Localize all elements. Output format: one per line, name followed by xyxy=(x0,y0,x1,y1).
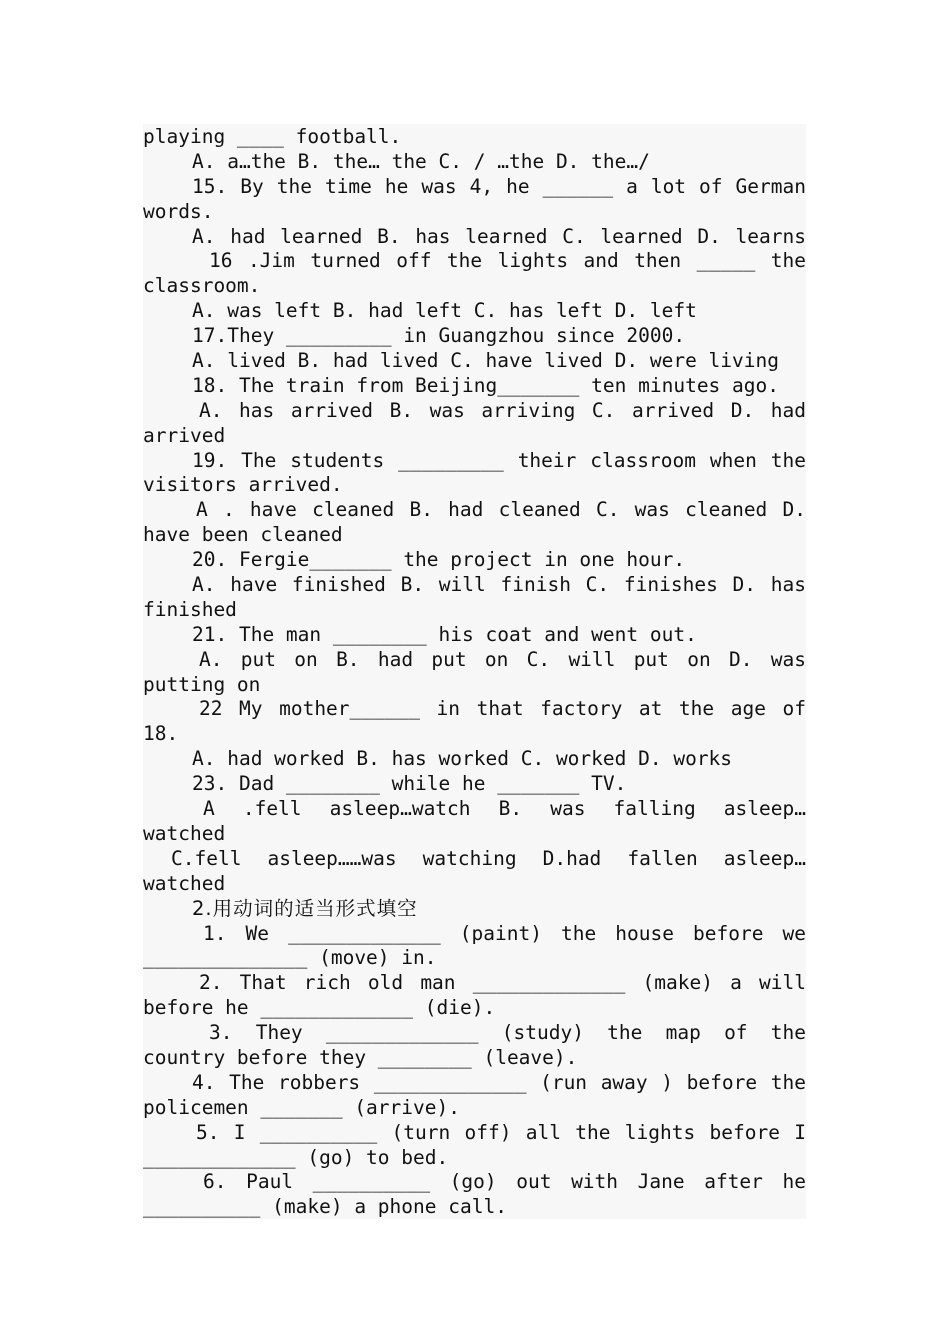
text-line: 23. Dad ________ while he _______ TV. xyxy=(192,772,627,796)
text-line: playing ____ football. xyxy=(143,125,402,148)
text-line: before he _____________ (die). xyxy=(143,996,496,1020)
text-line: A . have cleaned B. had cleaned C. was cleaned D. xyxy=(196,498,806,522)
text-line: A. has arrived B. was arriving C. arrived D. had xyxy=(199,398,806,422)
text-line: 15. By the time he was 4, he ______ a lot of German xyxy=(192,174,806,198)
text-line: classroom. xyxy=(143,274,261,298)
text-line: A. a…the B. the… the C. / …the D. the…/ xyxy=(192,149,650,173)
text-line: country before they ________ (leave). xyxy=(143,1045,578,1069)
text-line: visitors arrived. xyxy=(143,473,343,497)
text-line: policemen _______ (arrive). xyxy=(143,1095,460,1119)
text-line: 19. The students _________ their classroom when the xyxy=(192,448,806,472)
section-heading: 2.用动词的适当形式填空 xyxy=(192,896,418,920)
text-line: 6. Paul __________ (go) out with Jane after he xyxy=(203,1170,806,1194)
text-line: 18. xyxy=(143,722,179,746)
text-line: 4. The robbers _____________ (run away ) before the xyxy=(192,1070,806,1094)
text-line: ______________ (move) in. xyxy=(143,946,437,970)
text-line: 17.They _________ in Guangzhou since 2000. xyxy=(192,324,686,348)
text-line: A. have finished B. will finish C. finishes D. has xyxy=(192,573,806,597)
text-line: 3. They _____________ (study) the map of the xyxy=(209,1021,806,1045)
text-line: C.fell asleep……was watching D.had fallen asleep… xyxy=(171,846,806,870)
text-line: arrived xyxy=(143,423,226,447)
text-line: watched xyxy=(143,821,226,845)
text-line: putting on xyxy=(143,672,261,696)
text-line: A .fell asleep…watch B. was falling asleep… xyxy=(203,797,806,821)
text-line: finished xyxy=(143,597,237,621)
text-line: 1. We _____________ (paint) the house before we xyxy=(203,921,806,945)
text-line: 22 My mother______ in that factory at the age of xyxy=(199,697,806,721)
text-line: __________ (make) a phone call. xyxy=(143,1195,507,1219)
text-line: have been cleaned xyxy=(143,523,343,547)
text-line: 21. The man ________ his coat and went out. xyxy=(192,622,697,646)
text-line: A. put on B. had put on C. will put on D. was xyxy=(199,647,806,671)
text-line: A. lived B. had lived C. have lived D. were living xyxy=(192,349,779,373)
text-line: A. had worked B. has worked C. worked D. works xyxy=(192,747,733,771)
text-line: 20. Fergie_______ the project in one hour. xyxy=(192,548,686,572)
text-line: A. was left B. had left C. has left D. left xyxy=(192,299,697,323)
text-line: 16 .Jim turned off the lights and then _____ the xyxy=(209,249,806,273)
text-line: 2. That rich old man _____________ (make) a will xyxy=(199,971,806,995)
text-line: 5. I __________ (turn off) all the lights before I xyxy=(196,1120,806,1144)
text-line: 18. The train from Beijing_______ ten minutes ago. xyxy=(192,373,779,397)
document-page xyxy=(143,124,806,1219)
text-line: watched xyxy=(143,871,226,895)
text-line: A. had learned B. has learned C. learned D. learns xyxy=(192,224,806,248)
text-line: words. xyxy=(143,199,214,223)
text-line: _____________ (go) to bed. xyxy=(143,1145,449,1169)
